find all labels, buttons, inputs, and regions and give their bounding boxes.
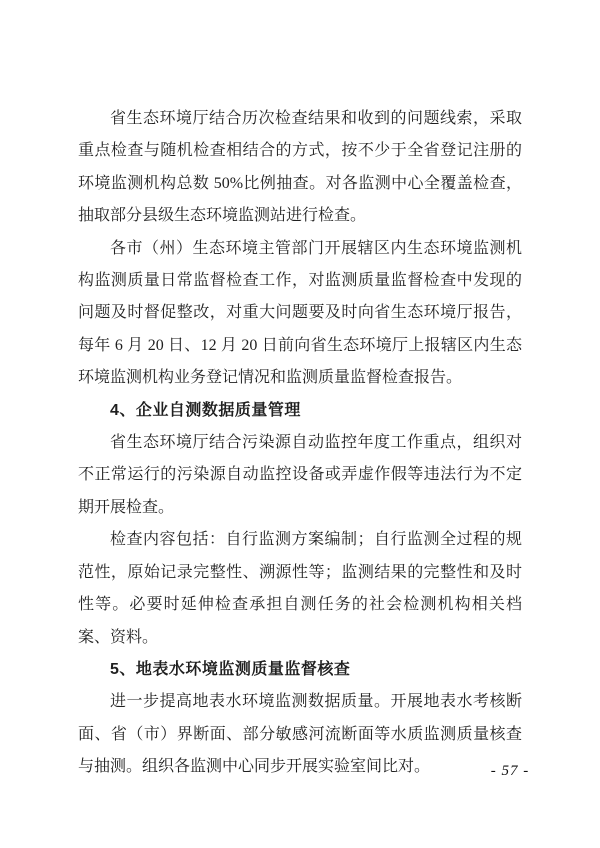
text-block xyxy=(78,103,522,784)
page-number: - 57 - xyxy=(490,763,530,779)
paragraph-city-supervision: 各市（州）生态环境主管部门开展辖区内生态环境监测机构监测质量日常监督检查工作，对监测质量监督检查中发现的问题及时督促整改，对重大问题要及时向省生态环境厅报告，每年 6 月 20 日、12 月 20 日前向省生态环境厅上报辖区内生态环境监测机构业务登记情况和监测质量监督检查报告。 xyxy=(78,239,522,387)
section-heading-5: 5、地表水环境监测质量监督核查 xyxy=(110,660,351,678)
paragraph-check-contents: 检查内容包括：自行监测方案编制；自行监测全过程的规范性，原始记录完整性、溯源性等；监测结果的完整性和及时性等。必要时延伸检查承担自测任务的社会检测机构相关档案、资料。 xyxy=(78,531,522,646)
paragraph-self-monitoring-check: 省生态环境厅结合污染源自动监控年度工作重点，组织对不正常运行的污染源自动监控设备或弄虚作假等违法行为不定期开展检查。 xyxy=(78,434,522,516)
paragraph-surface-water: 进一步提高地表水环境监测数据质量。开展地表水考核断面、省（市）界断面、部分敏感河流断面等水质监测质量核查与抽测。组织各监测中心同步开展实验室间比对。 xyxy=(78,693,522,776)
paragraph-inspection-method: 省生态环境厅结合历次检查结果和收到的问题线索，采取重点检查与随机检查相结合的方式，按不少于全省登记注册的环境监测机构总数 50%比例抽查。对各监测中心全覆盖检查，抽取部分县级生态环境监测站进行检查。 xyxy=(78,110,522,225)
section-heading-4: 4、企业自测数据质量管理 xyxy=(110,401,301,419)
